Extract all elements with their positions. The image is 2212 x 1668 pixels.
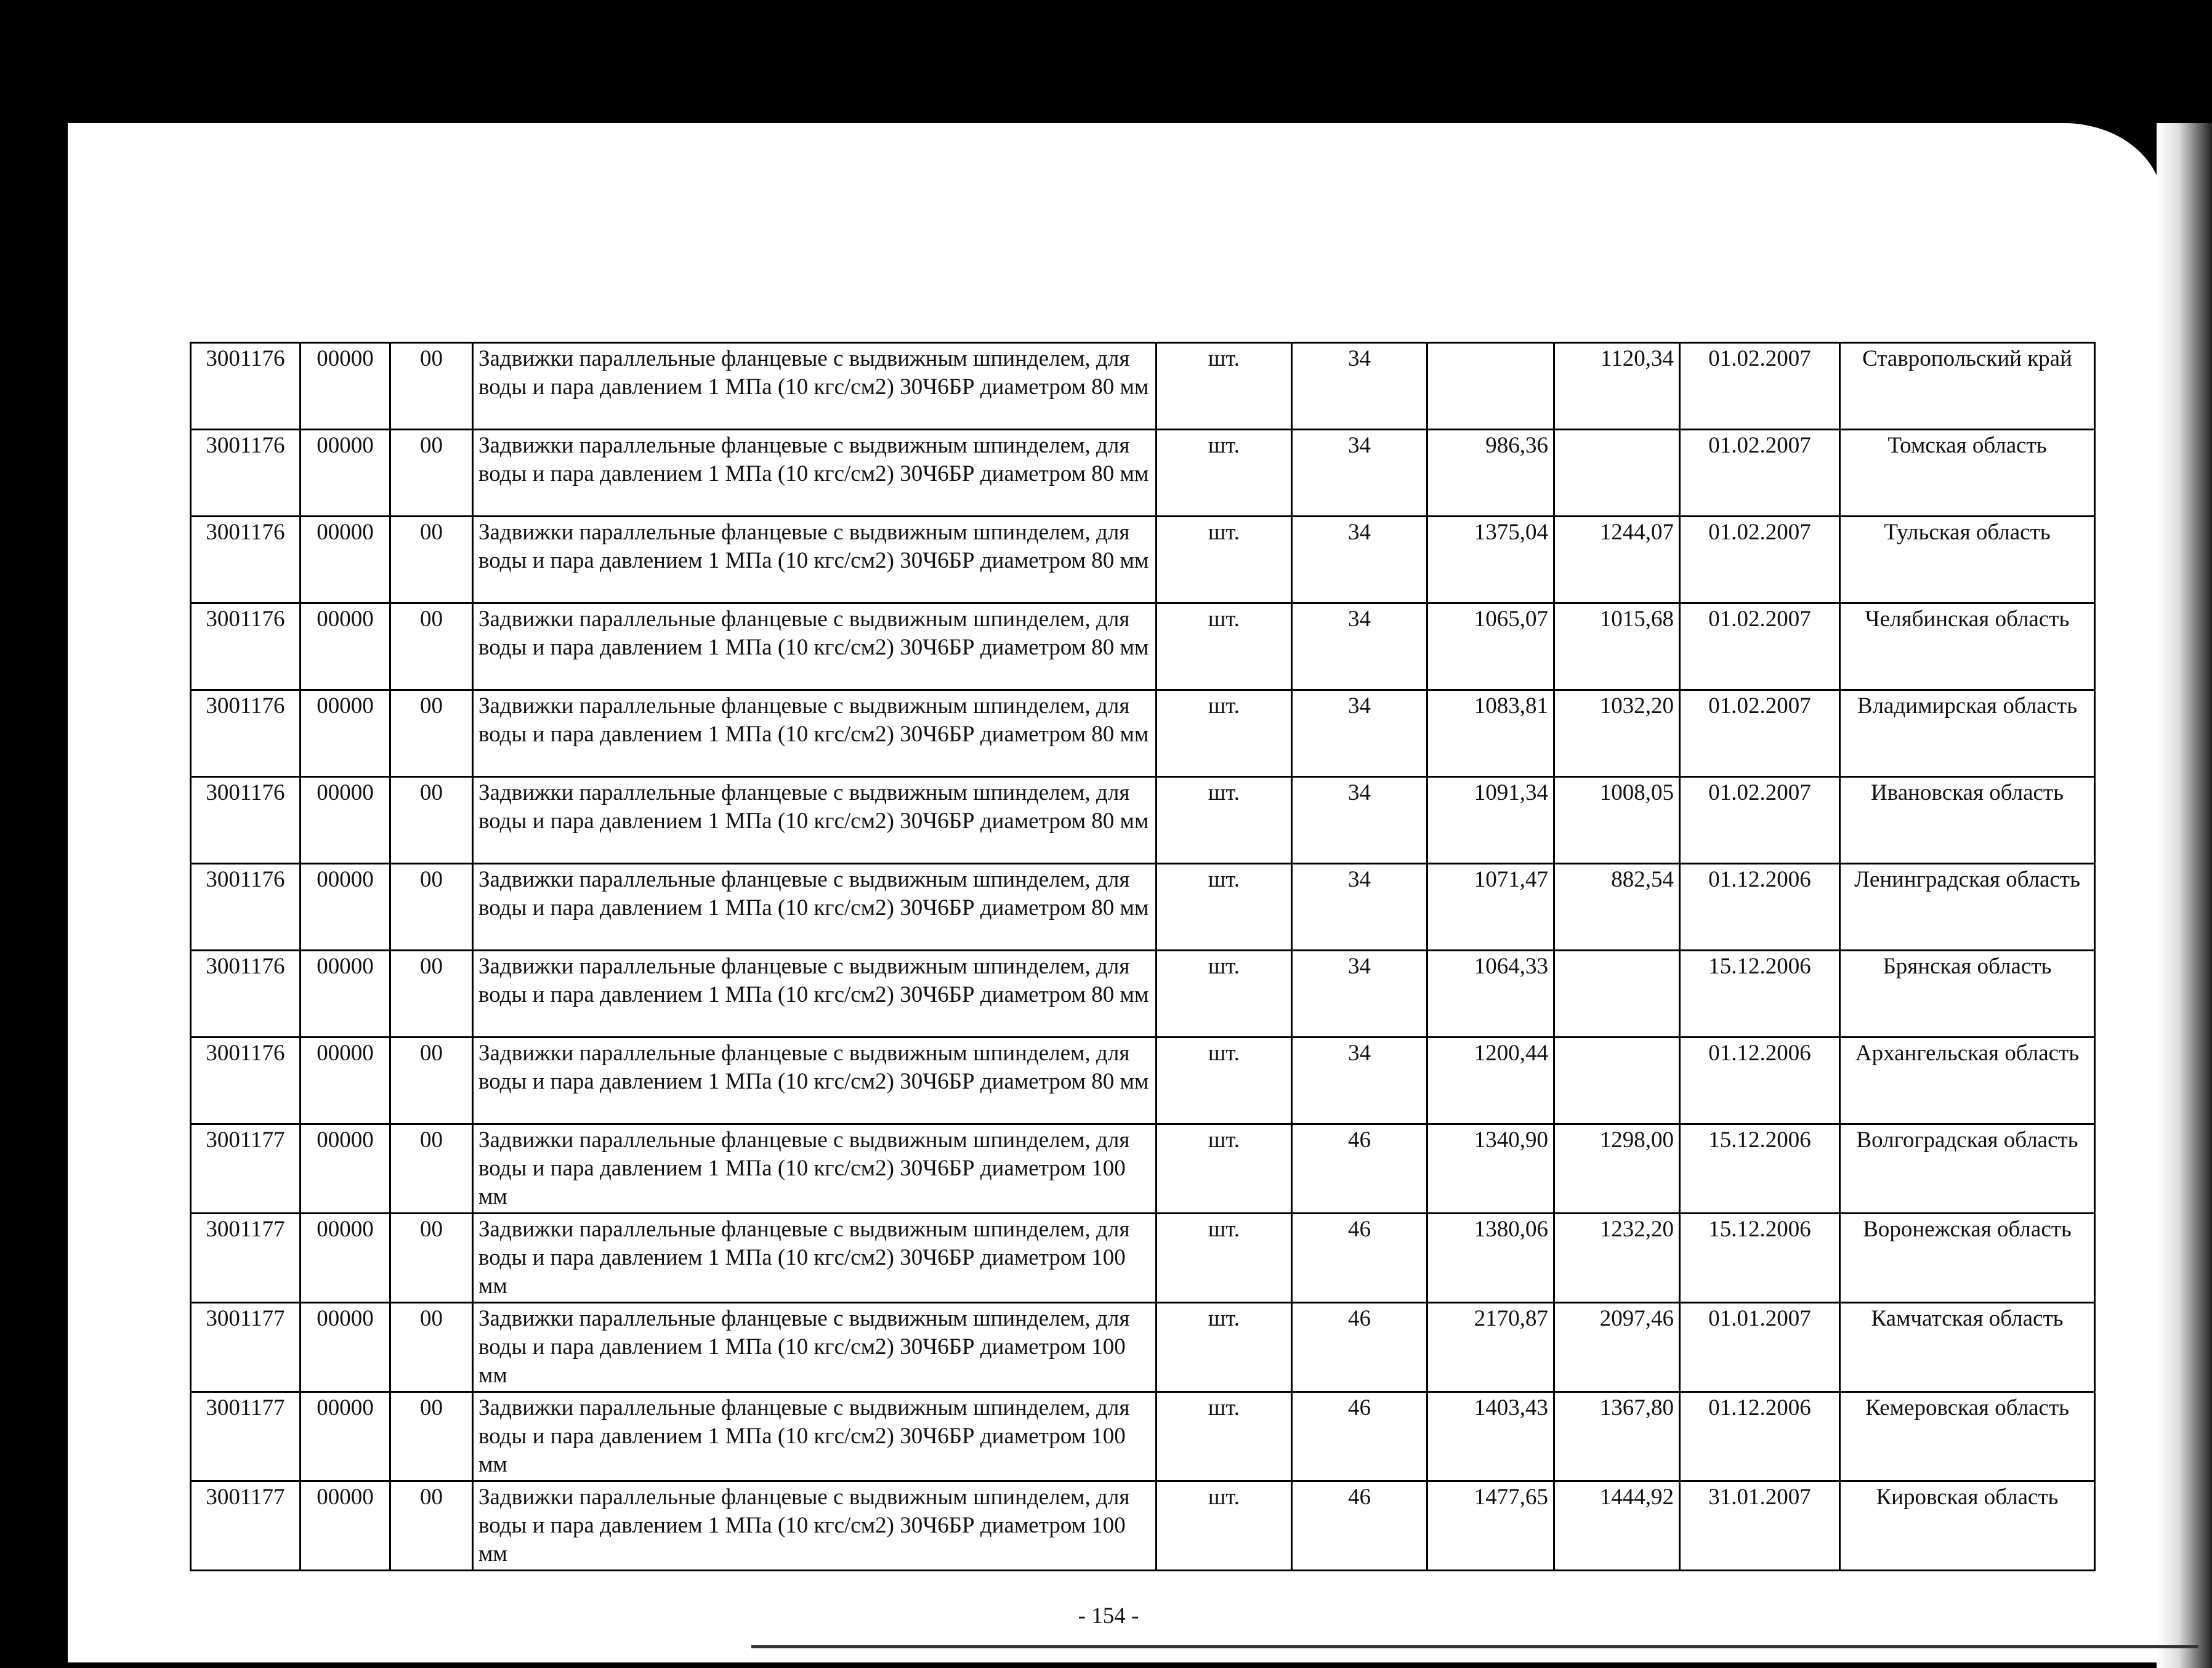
cell-quantity: 46 [1292, 1303, 1427, 1392]
cell-region: Тульская область [1840, 517, 2095, 603]
cell-date: 01.02.2007 [1680, 343, 1840, 430]
cell-price-1: 1071,47 [1427, 864, 1554, 951]
cell-price-1: 1200,44 [1427, 1037, 1554, 1124]
cell-version: 00 [390, 1124, 473, 1214]
table-row [191, 864, 2095, 951]
cell-price-2: 2097,46 [1554, 1303, 1680, 1392]
cell-price-1: 1340,90 [1427, 1124, 1554, 1214]
cell-subcode: 00000 [301, 777, 390, 864]
table-row [191, 1214, 2095, 1303]
cell-date: 01.02.2007 [1680, 603, 1840, 690]
cell-unit: шт. [1156, 1214, 1292, 1303]
cell-price-1: 1380,06 [1427, 1214, 1554, 1303]
cell-price-2: 1232,20 [1554, 1214, 1680, 1303]
cell-quantity: 46 [1292, 1481, 1427, 1571]
cell-code: 3001176 [191, 1037, 301, 1124]
cell-description: Задвижки параллельные фланцевые с выдвижным шпинделем, для воды и пара давлением 1 МПа (10 кгс/см2) 30Ч6БР диаметром 80 мм [473, 430, 1156, 517]
cell-code: 3001176 [191, 430, 301, 517]
cell-code: 3001176 [191, 343, 301, 430]
cell-date: 01.01.2007 [1680, 1303, 1840, 1392]
cell-unit: шт. [1156, 1481, 1292, 1571]
cell-price-2 [1554, 951, 1680, 1037]
cell-price-2: 1015,68 [1554, 603, 1680, 690]
cell-description: Задвижки параллельные фланцевые с выдвижным шпинделем, для воды и пара давлением 1 МПа (10 кгс/см2) 30Ч6БР диаметром 80 мм [473, 864, 1156, 951]
cell-code: 3001177 [191, 1481, 301, 1571]
cell-region: Ленинградская область [1840, 864, 2095, 951]
cell-code: 3001176 [191, 603, 301, 690]
cell-description: Задвижки параллельные фланцевые с выдвижным шпинделем, для воды и пара давлением 1 МПа (10 кгс/см2) 30Ч6БР диаметром 100 мм [473, 1481, 1156, 1571]
cell-quantity: 34 [1292, 777, 1427, 864]
cell-region: Томская область [1840, 430, 2095, 517]
scan-border-left [0, 0, 37, 1668]
cell-date: 01.02.2007 [1680, 777, 1840, 864]
cell-price-1: 1375,04 [1427, 517, 1554, 603]
cell-version: 00 [390, 777, 473, 864]
cell-code: 3001177 [191, 1392, 301, 1481]
cell-description: Задвижки параллельные фланцевые с выдвижным шпинделем, для воды и пара давлением 1 МПа (10 кгс/см2) 30Ч6БР диаметром 80 мм [473, 777, 1156, 864]
cell-date: 01.12.2006 [1680, 1037, 1840, 1124]
cell-version: 00 [390, 603, 473, 690]
cell-unit: шт. [1156, 1303, 1292, 1392]
cell-region: Ставропольский край [1840, 343, 2095, 430]
cell-unit: шт. [1156, 343, 1292, 430]
cell-description: Задвижки параллельные фланцевые с выдвижным шпинделем, для воды и пара давлением 1 МПа (10 кгс/см2) 30Ч6БР диаметром 80 мм [473, 951, 1156, 1037]
cell-description: Задвижки параллельные фланцевые с выдвижным шпинделем, для воды и пара давлением 1 МПа (10 кгс/см2) 30Ч6БР диаметром 80 мм [473, 603, 1156, 690]
cell-description: Задвижки параллельные фланцевые с выдвижным шпинделем, для воды и пара давлением 1 МПа (10 кгс/см2) 30Ч6БР диаметром 100 мм [473, 1214, 1156, 1303]
price-table-body [191, 343, 2095, 1571]
cell-version: 00 [390, 517, 473, 603]
cell-region: Брянская область [1840, 951, 2095, 1037]
cell-unit: шт. [1156, 690, 1292, 777]
table-row [191, 777, 2095, 864]
cell-version: 00 [390, 951, 473, 1037]
cell-code: 3001176 [191, 951, 301, 1037]
cell-price-2: 882,54 [1554, 864, 1680, 951]
cell-code: 3001176 [191, 864, 301, 951]
cell-date: 01.12.2006 [1680, 864, 1840, 951]
cell-code: 3001177 [191, 1214, 301, 1303]
cell-code: 3001176 [191, 690, 301, 777]
table-row [191, 603, 2095, 690]
cell-subcode: 00000 [301, 343, 390, 430]
scan-border-top [37, 0, 2212, 123]
cell-quantity: 34 [1292, 430, 1427, 517]
cell-price-1: 2170,87 [1427, 1303, 1554, 1392]
cell-date: 01.02.2007 [1680, 690, 1840, 777]
cell-description: Задвижки параллельные фланцевые с выдвижным шпинделем, для воды и пара давлением 1 МПа (10 кгс/см2) 30Ч6БР диаметром 100 мм [473, 1124, 1156, 1214]
page-number: - 154 - [1078, 1603, 1139, 1629]
cell-quantity: 34 [1292, 517, 1427, 603]
cell-quantity: 34 [1292, 603, 1427, 690]
table-row [191, 1124, 2095, 1214]
cell-date: 31.01.2007 [1680, 1481, 1840, 1571]
cell-price-1 [1427, 343, 1554, 430]
cell-quantity: 34 [1292, 1037, 1427, 1124]
cell-subcode: 00000 [301, 864, 390, 951]
cell-date: 15.12.2006 [1680, 1124, 1840, 1214]
cell-unit: шт. [1156, 1124, 1292, 1214]
cell-region: Архангельская область [1840, 1037, 2095, 1124]
cell-description: Задвижки параллельные фланцевые с выдвижным шпинделем, для воды и пара давлением 1 МПа (10 кгс/см2) 30Ч6БР диаметром 80 мм [473, 517, 1156, 603]
table-row [191, 1037, 2095, 1124]
cell-unit: шт. [1156, 603, 1292, 690]
cell-unit: шт. [1156, 864, 1292, 951]
table-row [191, 1481, 2095, 1571]
cell-subcode: 00000 [301, 603, 390, 690]
cell-version: 00 [390, 1214, 473, 1303]
cell-code: 3001177 [191, 1124, 301, 1214]
table-row [191, 951, 2095, 1037]
cell-version: 00 [390, 1037, 473, 1124]
cell-date: 01.02.2007 [1680, 430, 1840, 517]
cell-price-1: 1065,07 [1427, 603, 1554, 690]
cell-code: 3001177 [191, 1303, 301, 1392]
cell-quantity: 46 [1292, 1214, 1427, 1303]
cell-price-2: 1008,05 [1554, 777, 1680, 864]
cell-quantity: 46 [1292, 1124, 1427, 1214]
cell-unit: шт. [1156, 777, 1292, 864]
cell-unit: шт. [1156, 1392, 1292, 1481]
cell-subcode: 00000 [301, 1124, 390, 1214]
cell-description: Задвижки параллельные фланцевые с выдвижным шпинделем, для воды и пара давлением 1 МПа (10 кгс/см2) 30Ч6БР диаметром 80 мм [473, 690, 1156, 777]
cell-region: Ивановская область [1840, 777, 2095, 864]
cell-unit: шт. [1156, 517, 1292, 603]
cell-region: Волгоградская область [1840, 1124, 2095, 1214]
cell-price-2 [1554, 1037, 1680, 1124]
cell-date: 01.12.2006 [1680, 1392, 1840, 1481]
table-row [191, 517, 2095, 603]
cell-subcode: 00000 [301, 690, 390, 777]
cell-quantity: 34 [1292, 951, 1427, 1037]
cell-description: Задвижки параллельные фланцевые с выдвижным шпинделем, для воды и пара давлением 1 МПа (10 кгс/см2) 30Ч6БР диаметром 100 мм [473, 1392, 1156, 1481]
cell-region: Челябинская область [1840, 603, 2095, 690]
cell-subcode: 00000 [301, 517, 390, 603]
price-table [190, 342, 2096, 1571]
cell-price-2 [1554, 430, 1680, 517]
cell-price-2: 1244,07 [1554, 517, 1680, 603]
cell-code: 3001176 [191, 777, 301, 864]
cell-date: 15.12.2006 [1680, 1214, 1840, 1303]
cell-subcode: 00000 [301, 1481, 390, 1571]
cell-subcode: 00000 [301, 1392, 390, 1481]
cell-subcode: 00000 [301, 1214, 390, 1303]
table-row [191, 430, 2095, 517]
cell-price-1: 1091,34 [1427, 777, 1554, 864]
cell-unit: шт. [1156, 951, 1292, 1037]
cell-price-1: 1403,43 [1427, 1392, 1554, 1481]
cell-price-2: 1444,92 [1554, 1481, 1680, 1571]
cell-version: 00 [390, 343, 473, 430]
footer-rule [751, 1645, 2198, 1648]
cell-price-2: 1032,20 [1554, 690, 1680, 777]
cell-description: Задвижки параллельные фланцевые с выдвижным шпинделем, для воды и пара давлением 1 МПа (10 кгс/см2) 30Ч6БР диаметром 80 мм [473, 343, 1156, 430]
cell-version: 00 [390, 690, 473, 777]
cell-quantity: 34 [1292, 690, 1427, 777]
cell-price-1: 1477,65 [1427, 1481, 1554, 1571]
cell-description: Задвижки параллельные фланцевые с выдвижным шпинделем, для воды и пара давлением 1 МПа (10 кгс/см2) 30Ч6БР диаметром 80 мм [473, 1037, 1156, 1124]
cell-version: 00 [390, 1392, 473, 1481]
cell-region: Камчатская область [1840, 1303, 2095, 1392]
cell-unit: шт. [1156, 1037, 1292, 1124]
cell-subcode: 00000 [301, 430, 390, 517]
cell-quantity: 34 [1292, 864, 1427, 951]
cell-subcode: 00000 [301, 1037, 390, 1124]
cell-region: Воронежская область [1840, 1214, 2095, 1303]
cell-region: Кировская область [1840, 1481, 2095, 1571]
cell-price-1: 1083,81 [1427, 690, 1554, 777]
cell-region: Кемеровская область [1840, 1392, 2095, 1481]
cell-version: 00 [390, 1303, 473, 1392]
cell-region: Владимирская область [1840, 690, 2095, 777]
cell-unit: шт. [1156, 430, 1292, 517]
cell-version: 00 [390, 1481, 473, 1571]
cell-quantity: 46 [1292, 1392, 1427, 1481]
cell-price-1: 1064,33 [1427, 951, 1554, 1037]
cell-date: 01.02.2007 [1680, 517, 1840, 603]
cell-date: 15.12.2006 [1680, 951, 1840, 1037]
cell-description: Задвижки параллельные фланцевые с выдвижным шпинделем, для воды и пара давлением 1 МПа (10 кгс/см2) 30Ч6БР диаметром 100 мм [473, 1303, 1156, 1392]
cell-subcode: 00000 [301, 951, 390, 1037]
cell-quantity: 34 [1292, 343, 1427, 430]
cell-price-2: 1367,80 [1554, 1392, 1680, 1481]
cell-price-2: 1298,00 [1554, 1124, 1680, 1214]
cell-price-2: 1120,34 [1554, 343, 1680, 430]
table-row [191, 690, 2095, 777]
cell-code: 3001176 [191, 517, 301, 603]
cell-version: 00 [390, 864, 473, 951]
table-row [191, 1303, 2095, 1392]
scan-border-right [2157, 123, 2212, 1668]
cell-price-1: 986,36 [1427, 430, 1554, 517]
cell-subcode: 00000 [301, 1303, 390, 1392]
table-row [191, 1392, 2095, 1481]
table-row [191, 343, 2095, 430]
cell-version: 00 [390, 430, 473, 517]
